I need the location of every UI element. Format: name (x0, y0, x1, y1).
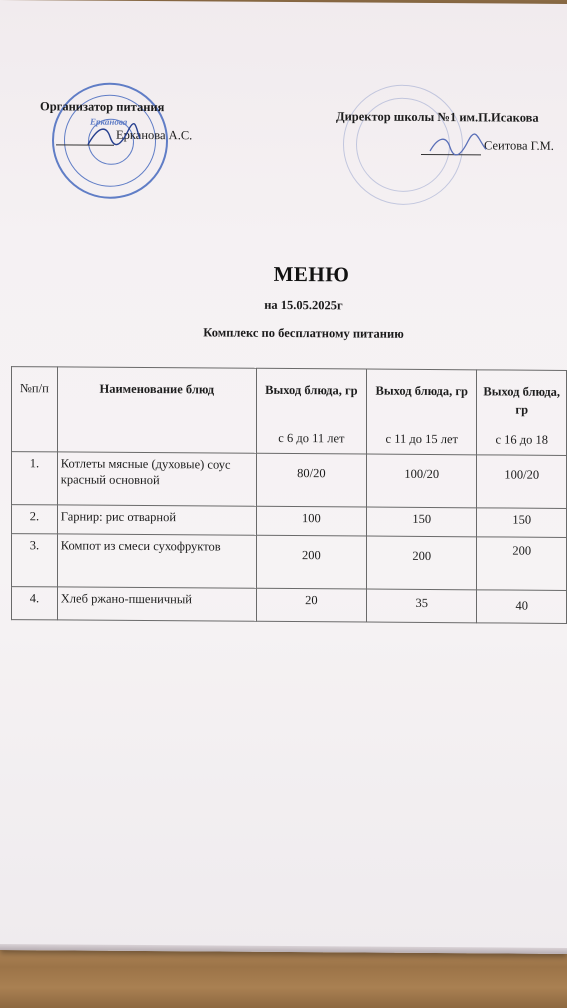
portion-6-11: 200 (256, 535, 366, 589)
director-title: Директор школы №1 им.П.Исакова (336, 109, 539, 125)
portion-6-11: 100 (256, 506, 366, 536)
header-age-6-11: Выход блюда, гр с 6 до 11 лет (256, 368, 366, 454)
portion-11-15: 150 (367, 507, 477, 537)
header-name: Наименование блюд (57, 367, 256, 453)
portion-11-15: 35 (367, 589, 477, 623)
organizer-signer: Ерканова А.С. (116, 127, 193, 143)
portion-6-11: 20 (256, 588, 366, 622)
portion-16-18: 200 (477, 537, 567, 591)
portion-11-15: 200 (367, 536, 477, 590)
dish-name: Гарнир: рис отварной (57, 505, 256, 535)
row-num: 1. (12, 452, 58, 505)
document-title: МЕНЮ (273, 261, 350, 287)
dish-name: Компот из смеси сухофруктов (57, 534, 256, 588)
header-age-16-18: Выход блюда, гр с 16 до 18 (477, 370, 567, 456)
portion-16-18: 150 (477, 508, 567, 538)
table-row (12, 534, 567, 591)
menu-table (11, 366, 567, 624)
director-signature (428, 131, 488, 161)
table-row (12, 505, 567, 538)
row-num: 4. (12, 587, 58, 620)
menu-date: на 15.05.2025г (264, 297, 343, 313)
portion-16-18: 40 (477, 590, 567, 624)
row-num: 2. (12, 505, 58, 534)
header-num: №п/п (12, 367, 58, 452)
portion-16-18: 100/20 (477, 455, 567, 509)
stamp-text: Ерканова (90, 116, 128, 127)
table-row (12, 587, 567, 624)
director-signer: Сеитова Г.М. (484, 138, 554, 153)
table-row (12, 452, 567, 509)
menu-subtitle: Комплекс по бесплатному питанию (203, 325, 404, 341)
header-age-11-15: Выход блюда, гр с 11 до 15 лет (367, 369, 477, 455)
table-header-row (12, 367, 567, 456)
portion-6-11: 80/20 (256, 453, 366, 507)
row-num: 3. (12, 534, 58, 587)
organizer-title: Организатор питания (40, 99, 165, 115)
organizer-signature (84, 116, 144, 153)
dish-name: Хлеб ржано-пшеничный (57, 587, 256, 621)
portion-11-15: 100/20 (367, 454, 477, 508)
dish-name: Котлеты мясные (духовые) соус красный основной (57, 452, 256, 506)
